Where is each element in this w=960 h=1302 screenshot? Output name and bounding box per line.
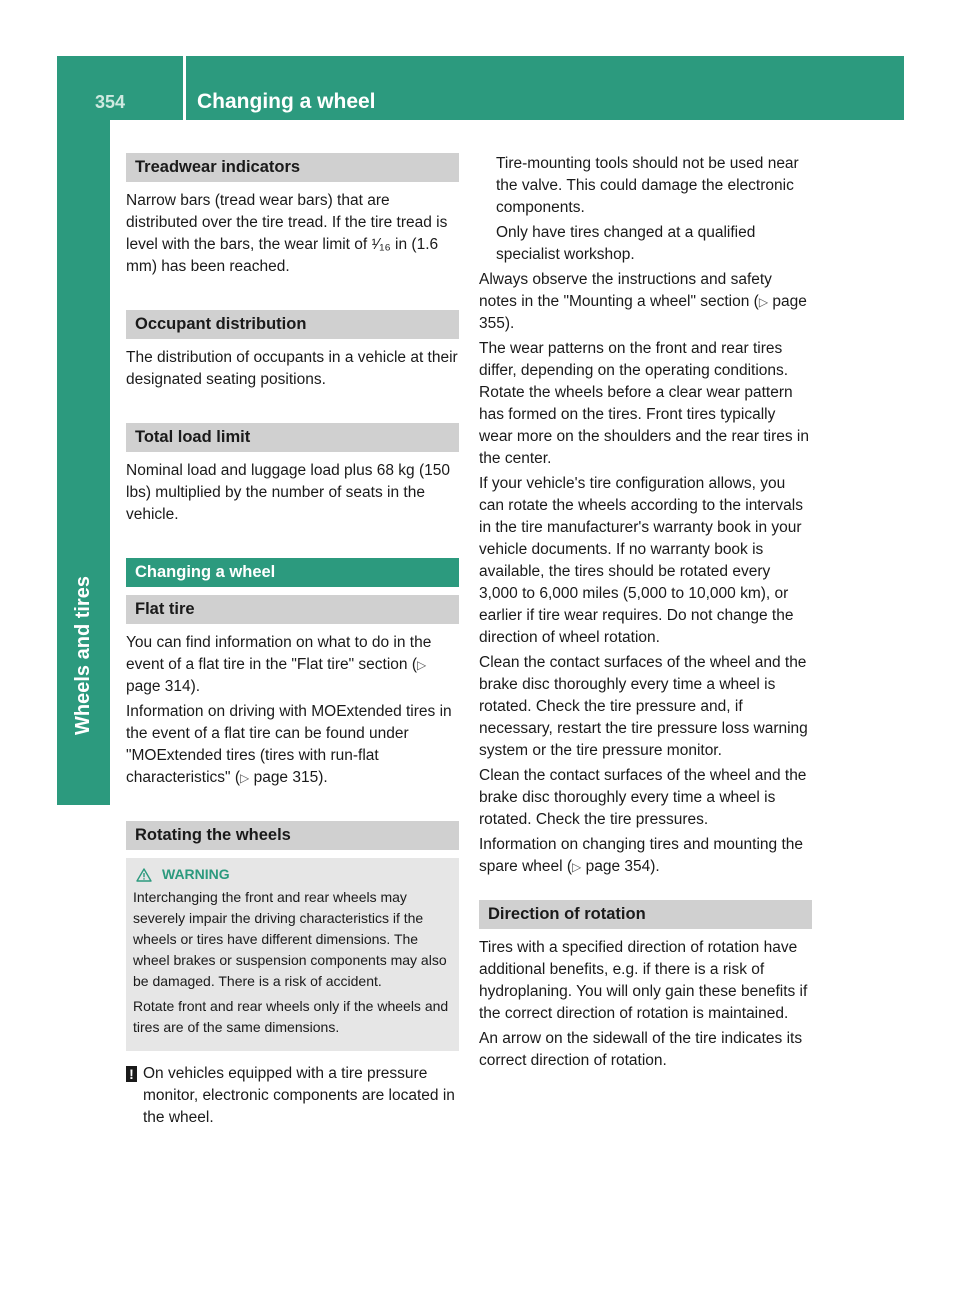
- right-text-2: The wear patterns on the front and rear tires differ, depending on the operating conditions. Rotate the wheels before a clear wear pattern has formed on the tires. Front tires typically wear more on the shoulders and the rear tires in the center.: [479, 340, 809, 467]
- flat-ref-315[interactable]: page 315).: [249, 769, 328, 786]
- right-ref-354[interactable]: page 354).: [581, 858, 660, 875]
- occupant-text: The distribution of occupants in a vehicle at their designated seating positions.: [126, 349, 458, 388]
- treadwear-text: Narrow bars (tread wear bars) that are distributed over the tire tread. If the tire tread is level with the bars, the wear limit of ¹⁄₁₆ in (1.6 mm) has been reached.: [126, 192, 448, 275]
- right-ref-355[interactable]: page 355).: [479, 293, 807, 332]
- flat-text-1: [126, 632, 459, 698]
- page-ref-arrow-icon: ▷: [572, 860, 582, 874]
- warning-text-1: Interchanging the front and rear wheels may severely impair the driving characteristics if the wheels or tires have different dimensions. The wheel brakes or suspension components may also be damaged. There is a risk of accident.: [133, 889, 447, 989]
- note-text: On vehicles equipped with a tire pressure monitor, electronic components are located in the wheel.: [143, 1065, 455, 1126]
- right-text-6: [479, 834, 812, 878]
- warning-label: WARNING: [162, 866, 230, 882]
- note-continue-2: Only have tires changed at a qualified specialist workshop.: [496, 224, 756, 263]
- warning-box: [126, 858, 459, 1051]
- right-text-3: If your vehicle's tire configuration allows, you can rotate the wheels according to the intervals in the tire manufacturer's warranty book in your vehicle documents. If no warranty book is available, the tires should be rotated every 3,000 to 6,000 miles (5,000 to 10,000 km), or earlier if tire wear requires. Do not change the direction of wheel rotation.: [479, 475, 803, 646]
- load-text: Nominal load and luggage load plus 68 kg (150 lbs) multiplied by the number of seats in the vehicle.: [126, 462, 451, 523]
- page-ref-arrow-icon: ▷: [758, 295, 769, 309]
- right-text-4: Clean the contact surfaces of the wheel and the brake disc thoroughly every time a wheel is rotated. Check the tire pressure and, if necessary, restart the tire pressure loss warning system or the tire pressure monitor.: [479, 654, 808, 759]
- side-tab-label: Wheels and tires: [72, 575, 94, 735]
- note-electronic: [126, 1063, 459, 1129]
- flat-text-2a: Information on driving with MOExtended tires in the event of a flat tire can be found under "MOExtended tires (tires with run-flat characteristics" (: [126, 703, 452, 786]
- warning-text-2: Rotate front and rear wheels only if the wheels and tires are of the same dimensions.: [133, 998, 449, 1035]
- heading-direction: Direction of rotation: [479, 900, 812, 929]
- header-title: Changing a wheel: [197, 90, 376, 113]
- page-ref-arrow-icon: ▷: [240, 771, 250, 785]
- right-column: [479, 153, 812, 1075]
- direction-text-1: Tires with a specified direction of rotation have additional benefits, e.g. if there is a risk of hydroplaning. You will only gain these benefits if the correct direction of rotation is maintained.: [479, 939, 808, 1022]
- flat-text-1a: You can find information on what to do in the event of a flat tire in the "Flat tire" section (: [126, 634, 432, 673]
- heading-flat-tire: Flat tire: [126, 595, 459, 624]
- flat-text-2: [126, 701, 459, 789]
- heading-changing-wheel: Changing a wheel: [126, 558, 459, 587]
- side-tab: [57, 560, 110, 750]
- heading-load: Total load limit: [126, 423, 459, 452]
- direction-text-2: An arrow on the sidewall of the tire indicates its correct direction of rotation.: [479, 1030, 803, 1069]
- heading-treadwear: Treadwear indicators: [126, 153, 459, 182]
- heading-occupant: Occupant distribution: [126, 310, 459, 339]
- heading-rotating: Rotating the wheels: [126, 821, 459, 850]
- right-text-6a: Information on changing tires and mounting the spare wheel (: [479, 836, 803, 875]
- right-text-1a: Always observe the instructions and safety notes in the "Mounting a wheel" section (: [479, 271, 772, 310]
- right-text-1: [479, 269, 812, 335]
- warning-triangle-icon: [136, 868, 152, 882]
- exclamation-icon: !: [126, 1066, 137, 1082]
- right-text-5: Clean the contact surfaces of the wheel and the brake disc thoroughly every time a wheel is rotated. Check the tire pressures.: [479, 767, 807, 828]
- page-ref-arrow-icon: ▷: [417, 658, 427, 672]
- warning-header: [133, 864, 451, 885]
- page-number: 354: [94, 92, 125, 112]
- note-continue-1: Tire-mounting tools should not be used near the valve. This could damage the electronic components.: [496, 155, 799, 216]
- flat-ref-314[interactable]: page 314).: [126, 678, 201, 695]
- page-header: [57, 56, 904, 120]
- left-column: [126, 153, 459, 1129]
- header-divider: [183, 56, 186, 120]
